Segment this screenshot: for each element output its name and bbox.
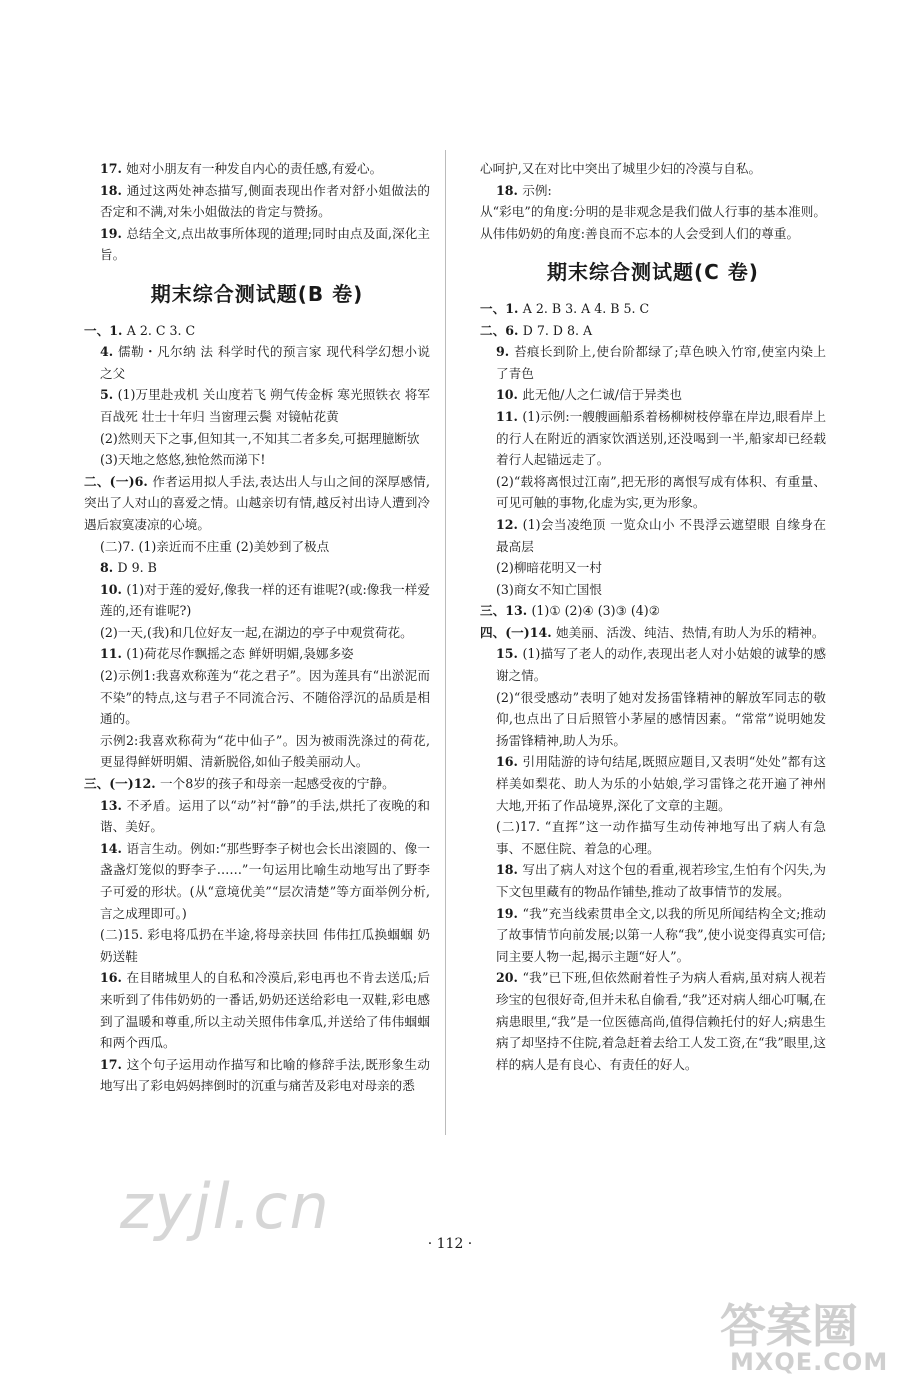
answer-text: (1)① (2)④ (3)③ (4)② <box>531 603 661 619</box>
answer-line <box>84 223 430 266</box>
answers-b <box>84 320 430 1097</box>
answer-text: (2)示例1:我喜欢称莲为“花之君子”。因为莲具有“出淤泥而不染”的特点,这与君子不同流合污、不随俗浮沉的品质是相通的。 <box>100 668 430 727</box>
answer-text: D 7. D 8. A <box>522 322 593 338</box>
answer-line <box>480 903 826 968</box>
answer-line <box>480 341 826 384</box>
answer-line <box>84 449 430 471</box>
answer-text: 从“彩电”的角度:分明的是非观念是我们做人行事的基本准则。从伟伟奶奶的角度:善良而不忘本的人会受到人们的尊重。 <box>480 204 826 241</box>
answer-number: 二、6. <box>480 322 523 338</box>
answer-number: 二、(一)6. <box>84 473 153 489</box>
answer-line <box>84 428 430 450</box>
answer-line <box>84 622 430 644</box>
answer-text: (1)描写了老人的动作,表现出老人对小姑娘的诚挚的感谢之情。 <box>496 646 827 684</box>
answer-line <box>84 536 430 558</box>
watermark-right-top: 答案圈 <box>720 1299 858 1353</box>
answer-text: D 9. B <box>117 560 157 576</box>
answer-text: A 2. C 3. C <box>126 322 196 338</box>
answer-line <box>84 384 430 427</box>
answer-number: 12. <box>496 516 523 532</box>
page-number: · 112 · <box>427 1236 473 1252</box>
answer-text: 这个句子运用动作描写和比喻的修辞手法,既形象生动地写出了彩电妈妈摔倒时的沉重与痛苦及彩电对母亲的悉 <box>100 1056 430 1094</box>
title-c: 期末综合测试题(C 卷) <box>547 260 759 285</box>
answer-text: 儒勒・凡尔纳 法 科学时代的预言家 现代科学幻想小说之父 <box>100 344 430 381</box>
answer-text: 她美丽、活泼、纯洁、热情,有助人为乐的精神。 <box>556 624 825 640</box>
answer-line <box>84 967 430 1053</box>
answer-line <box>84 471 430 536</box>
answer-text: (3)商女不知亡国恨 <box>496 581 602 597</box>
answer-number: 11. <box>100 646 127 662</box>
answer-number: 一、1. <box>84 322 127 338</box>
answer-line <box>480 643 826 686</box>
column-divider <box>445 150 446 1135</box>
answer-number: 9. <box>496 344 514 360</box>
answer-text: “我”已下班,但依然耐着性子为病人看病,虽对病人视若珍宝的包很好奇,但并未私自偷看,“我”还对病人细心叮嘱,在病患眼里,“我”是一位医德高尚,值得信赖托付的好人;病患生病了却坚持不住院,着急赶着去给工人发工资,在“我”眼里,这样的病人是有良心、有责任的好人。 <box>496 970 826 1072</box>
answer-number: 18. <box>496 862 523 878</box>
answer-line <box>480 579 826 601</box>
answer-line <box>84 795 430 838</box>
answer-text: (2)“载将离恨过江南”,把无形的离恨写成有体积、有重量、可见可触的事物,化虚为实,更为形象。 <box>496 473 826 511</box>
answer-number: 17. <box>100 161 127 176</box>
answer-line <box>84 158 430 180</box>
answer-text: (3)天地之悠悠,独怆然而涕下! <box>100 452 266 468</box>
answer-line <box>84 557 430 579</box>
answer-line <box>480 406 826 471</box>
answer-text: 通过这两处神态描写,侧面表现出作者对舒小姐做法的否定和不满,对朱小姐做法的肯定与赞扬。 <box>100 182 430 220</box>
answer-text: 语言生动。例如:“那些野李子树也会长出滚圆的、像一盏盏灯笼似的野李子……”一句运用比喻生动地写出了野李子可爱的形状。(从“意境优美”“层次清楚”等方面举例分析,言之成理即可。) <box>100 840 430 921</box>
answer-text: (2)“很受感动”表明了她对发扬雷锋精神的解放军同志的敬仰,也点出了日后照管小茅屋的感情因素。“常常”说明她发扬雷锋精神,助人为乐。 <box>496 689 826 748</box>
answer-text: A 2. B 3. A 4. B 5. C <box>522 300 650 316</box>
watermark-right <box>700 1290 890 1380</box>
left-column <box>84 158 430 1097</box>
answer-line <box>84 579 430 622</box>
answer-text: 写出了病人对这个包的看重,视若珍宝,生怕有个闪失,为下文包里藏有的物品作铺垫,推动了故事情节的发展。 <box>496 862 826 899</box>
answer-text: 引用陆游的诗句结尾,既照应题目,又表明“处处”都有这样美如梨花、助人为乐的小姑娘,学习雷锋之花开遍了神州大地,开拓了作品境界,深化了文章的主题。 <box>496 754 826 813</box>
left-intro <box>84 158 430 266</box>
answer-text: (二)7. (1)亲近而不庄重 (2)美妙到了极点 <box>100 538 330 554</box>
answer-line <box>480 201 826 244</box>
answer-line <box>84 773 430 795</box>
answer-text: (2)一天,(我)和几位好友一起,在湖边的亭子中观赏荷花。 <box>100 624 413 640</box>
title-b: 期末综合测试题(B 卷) <box>150 281 364 306</box>
answer-text: 不矛盾。运用了以“动”衬“静”的手法,烘托了夜晚的和谐、美好。 <box>100 797 431 835</box>
answer-text: (1)会当凌绝顶 一览众山小 不畏浮云遮望眼 自缘身在最高层 <box>496 516 826 554</box>
watermark-left: zyjl.cn <box>120 1170 331 1243</box>
answer-text: (1)示例:一艘艘画船系着杨柳树枝停靠在岸边,眼看岸上的行人在附近的酒家饮酒送别,还没喝到一半,船家却已经载着行人起锚远走了。 <box>496 408 827 468</box>
answer-line <box>480 557 826 579</box>
answer-line <box>480 384 826 406</box>
answer-text: 此无他/人之仁诚/信于异类也 <box>522 387 682 403</box>
answer-number: 5. <box>100 387 118 403</box>
answer-number: 四、(一)14. <box>480 624 556 640</box>
answer-number: 17. <box>100 1056 127 1072</box>
answer-number: 一、1. <box>480 300 523 316</box>
answer-number: 19. <box>100 225 127 241</box>
answer-number: 8. <box>100 560 118 576</box>
answer-line <box>480 687 826 752</box>
answer-line <box>84 180 430 223</box>
answer-number: 16. <box>100 970 127 986</box>
answer-line <box>480 751 826 816</box>
answer-text: 作者运用拟人手法,表达出人与山之间的深厚感情,突出了人对山的喜爱之情。山越亲切有情,越反衬出诗人遭到冷遇后寂寞凄凉的心境。 <box>84 473 430 532</box>
answer-text: 苔痕长到阶上,使台阶都绿了;草色映入竹帘,使室内染上了青色 <box>496 344 826 381</box>
answer-text: “我”充当线索贯串全文,以我的所见所闻结构全文;推动了故事情节向前发展;以第一人称“我”,使小说变得真实可信;同主要人物一起,揭示主题“好人”。 <box>496 905 827 964</box>
answer-number: 20. <box>496 970 523 986</box>
answer-number: 三、13. <box>480 603 532 619</box>
answer-text: 在目睹城里人的自私和冷漠后,彩电再也不肯去送瓜;后来听到了伟伟奶奶的一番话,奶奶还送给彩电一双鞋,彩电感到了温暖和尊重,所以主动关照伟伟拿瓜,并送给了伟伟蝈蝈和两个西瓜。 <box>100 970 430 1051</box>
answer-text: 她对小朋友有一种发自内心的责任感,有爱心。 <box>126 161 383 176</box>
answer-line <box>480 600 826 622</box>
answer-number: 11. <box>496 408 523 424</box>
answer-line <box>84 730 430 773</box>
answer-number: 18. <box>496 182 523 198</box>
answer-text: (二)15. 彩电将瓜扔在半途,将母亲扶回 伟伟扛瓜换蝈蝈 奶奶送鞋 <box>100 927 430 964</box>
answer-line <box>480 514 826 557</box>
answer-line <box>84 1054 430 1097</box>
answer-number: 19. <box>496 905 523 921</box>
answer-text: (1)对于莲的爱好,像我一样的还有谁呢?(或:像我一样爱莲的,还有谁呢?) <box>100 581 430 619</box>
answer-number: 10. <box>100 581 127 597</box>
answer-text: 一个8岁的孩子和母亲一起感受夜的宁静。 <box>160 776 395 792</box>
answer-text: 示例2:我喜欢称荷为“花中仙子”。因为被雨洗涤过的荷花,更显得鲜妍明媚、清新脱俗,如仙子般美丽动人。 <box>100 732 430 770</box>
answer-number: 10. <box>496 387 523 403</box>
answer-number: 14. <box>100 840 127 856</box>
answer-number: 15. <box>496 646 523 662</box>
answer-line <box>84 643 430 665</box>
answer-text: (二)17. “直挥”这一动作描写生动传神地写出了病人有急事、不愿住院、着急的心理。 <box>496 819 826 856</box>
answer-line <box>84 320 430 342</box>
watermark-right-bottom: MXQE.COM <box>730 1348 889 1376</box>
answer-line <box>480 180 826 202</box>
answer-line <box>480 158 826 180</box>
answer-line <box>84 665 430 730</box>
right-column <box>480 158 826 1075</box>
answer-line <box>480 298 826 320</box>
answer-line <box>84 838 430 924</box>
answer-text: 总结全文,点出故事所体现的道理;同时由点及面,深化主旨。 <box>100 225 431 263</box>
answer-line <box>480 967 826 1075</box>
answer-text: (1)荷花尽作飘摇之态 鲜妍明媚,袅娜多姿 <box>126 646 354 662</box>
answer-number: 三、(一)12. <box>84 776 160 792</box>
answer-number: 16. <box>496 754 523 770</box>
answer-text: (2)然则天下之事,但知其一,不知其二者多矣,可据理臆断欤 <box>100 430 420 446</box>
answer-line <box>480 816 826 859</box>
answer-number: 18. <box>100 182 127 198</box>
answer-line <box>480 859 826 902</box>
answer-text: (1)万里赴戎机 关山度若飞 朔气传金柝 寒光照铁衣 将军百战死 壮士十年归 当窗理云鬓 对镜帖花黄 <box>100 387 430 424</box>
answer-line <box>480 622 826 644</box>
answer-line <box>84 341 430 384</box>
answer-number: 4. <box>100 344 118 360</box>
answer-text: 示例: <box>522 182 552 198</box>
answer-line <box>480 471 826 514</box>
answer-line <box>480 320 826 342</box>
answer-number: 13. <box>100 797 127 813</box>
answer-text: 心呵护,又在对比中突出了城里少妇的冷漠与自私。 <box>480 161 762 176</box>
answers-c <box>480 298 826 1075</box>
answer-line <box>84 924 430 967</box>
right-intro <box>480 158 826 244</box>
answer-text: (2)柳暗花明又一村 <box>496 560 602 576</box>
